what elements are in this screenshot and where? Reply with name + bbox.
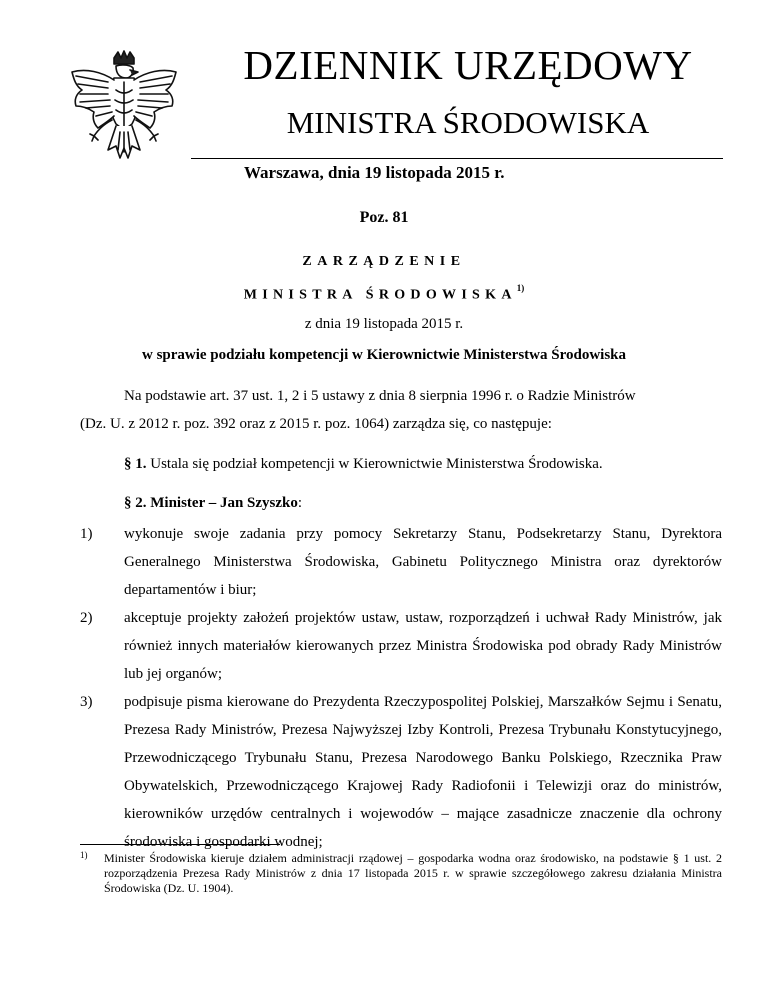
section-1-text: Ustala się podział kompetencji w Kierownictwie Ministerstwa Środowiska. bbox=[146, 456, 603, 472]
list-item-number: 2) bbox=[80, 610, 93, 626]
act-type: ZARZĄDZENIE bbox=[302, 254, 466, 269]
list-item-number: 3) bbox=[80, 694, 93, 710]
section-2 bbox=[124, 489, 302, 517]
footnote-text: Minister Środowiska kieruje działem administracji rządowej – gospodarka wodna oraz środowisko, na podstawie § 1 ust. 2 rozporządzenia Prezesa Rady Ministrów z dnia 17 listopada 2015 r. w sprawie szczegółowego zakresu działania Ministra Środowiska (Dz. U. 1904). bbox=[104, 851, 722, 895]
section-1 bbox=[124, 450, 603, 478]
journal-title: DZIENNIK URZĘDOWY bbox=[243, 42, 693, 88]
footnote bbox=[80, 851, 722, 896]
header-divider bbox=[191, 158, 723, 159]
list-item bbox=[80, 604, 722, 688]
position-number: Poz. 81 bbox=[359, 209, 409, 226]
act-issuer-text: MINISTRA ŚRODOWISKA bbox=[243, 287, 517, 303]
act-issuer bbox=[0, 280, 768, 306]
list-item-text: akceptuje projekty założeń projektów ustaw, ustaw, rozporządzeń i uchwał Rady Ministrów, jak również innych materiałów kierowanych przez Ministra Środowiska pod obrady Rady Ministrów lub jej organów; bbox=[124, 610, 722, 682]
list-item bbox=[80, 520, 722, 604]
polish-eagle-emblem bbox=[64, 50, 184, 172]
list-item-text: wykonuje swoje zadania przy pomocy Sekretarzy Stanu, Podsekretarzy Stanu, Dyrektora Generalnego Ministerstwa Środowiska, Gabinetu Politycznego Ministra oraz dyrektorów departamentów i biur; bbox=[124, 526, 722, 598]
journal-subtitle: MINISTRA ŚRODOWISKA bbox=[286, 105, 650, 140]
publication-date: Warszawa, dnia 19 listopada 2015 r. bbox=[244, 163, 505, 182]
footnote-divider bbox=[80, 844, 280, 845]
footnote-mark: 1) bbox=[80, 850, 88, 860]
preamble bbox=[80, 382, 722, 438]
section-1-label: § 1. bbox=[124, 456, 147, 472]
footnote-reference: 1) bbox=[516, 283, 525, 293]
act-subject: w sprawie podziału kompetencji w Kierownictwie Ministerstwa Środowiska bbox=[141, 347, 626, 363]
list-item bbox=[80, 688, 722, 856]
preamble-line-2: (Dz. U. z 2012 r. poz. 392 oraz z 2015 r. poz. 1064) zarządza się, co następuje: bbox=[80, 416, 552, 432]
list-item-text: podpisuje pisma kierowane do Prezydenta Rzeczypospolitej Polskiej, Marszałków Sejmu i Senatu, Prezesa Rady Ministrów, Prezesa Najwyższej Izby Kontroli, Prezesa Trybunału Konstytucyjnego, Przewodniczącego Trybunału Stanu, Prezesa Narodowego Banku Polskiego, Rzecznika Praw Obywatelskich, Przewodniczącego Krajowej Rady Radiofonii i Telewizji oraz do ministrów, kierowników urzędów centralnych i wojewodów – mające zasadnicze znaczenie dla ochrony środowiska i gospodarki wodnej; bbox=[124, 694, 722, 850]
section-2-label: § 2. Minister – Jan Szyszko bbox=[124, 495, 298, 511]
act-date: z dnia 19 listopada 2015 r. bbox=[304, 316, 464, 332]
section-2-suffix: : bbox=[297, 495, 303, 511]
list-item-number: 1) bbox=[80, 526, 93, 542]
preamble-line-1: Na podstawie art. 37 ust. 1, 2 i 5 ustawy z dnia 8 sierpnia 1996 r. o Radzie Ministrów bbox=[124, 388, 636, 404]
